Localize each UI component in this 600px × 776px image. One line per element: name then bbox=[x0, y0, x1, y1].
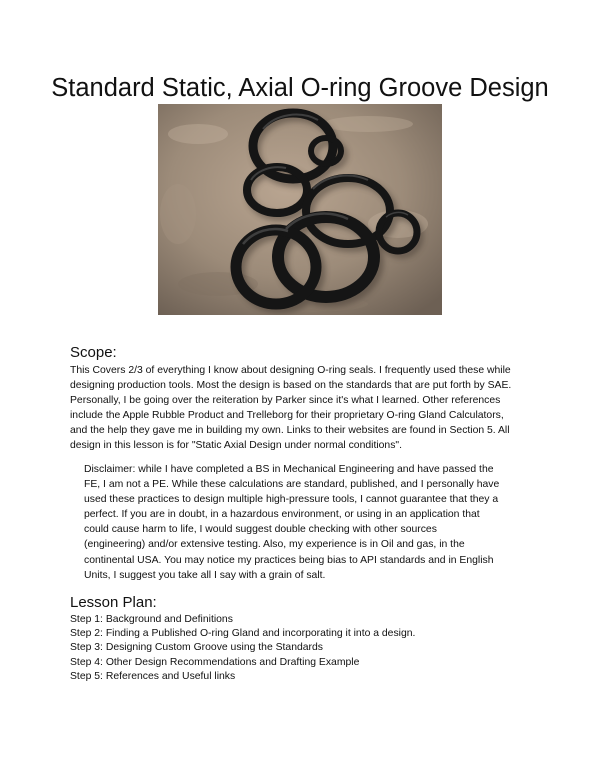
scope-paragraph bbox=[70, 363, 532, 454]
lesson-step: Step 1: Background and Definitions bbox=[70, 614, 233, 625]
disclaimer-line: perfect. If you are in doubt, in a hazardous environment, or using in an application that bbox=[84, 509, 480, 521]
lesson-plan-heading: Lesson Plan: bbox=[70, 594, 157, 611]
page-title: Standard Static, Axial O-ring Groove Design bbox=[51, 74, 549, 102]
disclaimer-line: Disclaimer: while I have completed a BS in Mechanical Engineering and have passed the bbox=[84, 464, 494, 475]
disclaimer-paragraph bbox=[84, 462, 524, 583]
scope-line: and the help they gave me in building my own. Links to their websites are found in Section 5. All bbox=[70, 425, 510, 437]
scope-line: Personally, I be going over the reiteration by Parker since it's what I learned. Other references bbox=[70, 395, 501, 407]
disclaimer-line: Units, I suggest you take all I say with a grain of salt. bbox=[84, 569, 326, 581]
scope-line: design in this lesson is for "Static Axial Design under normal conditions". bbox=[70, 440, 402, 452]
disclaimer-line: used these practices to design multiple high-pressure tools, I cannot guarantee that they a bbox=[84, 494, 499, 506]
scope-line: designing production tools. Most the design is based on the standards that are put forth by SAE. bbox=[70, 380, 512, 392]
lesson-step: Step 2: Finding a Published O-ring Gland and incorporating it into a design. bbox=[70, 628, 416, 640]
lesson-step: Step 5: References and Useful links bbox=[70, 670, 236, 682]
disclaimer-line: continental USA. You may notice my practices being bias to API standards and in English bbox=[84, 554, 494, 566]
lesson-plan-list bbox=[70, 613, 415, 684]
scope-heading: Scope: bbox=[70, 344, 117, 361]
lesson-step: Step 3: Designing Custom Groove using the Standards bbox=[70, 642, 323, 654]
lesson-step: Step 4: Other Design Recommendations and Drafting Example bbox=[70, 656, 360, 668]
disclaimer-line: (engineering) and/or extensive testing. Also, my experience is in Oil and gas, in the bbox=[84, 539, 465, 551]
scope-line: include the Apple Rubble Product and Trelleborg for their proprietary O-ring Gland Calculators, bbox=[70, 410, 504, 422]
scope-line: This Covers 2/3 of everything I know about designing O-ring seals. I frequently used these while bbox=[70, 365, 511, 376]
o-rings-photo bbox=[158, 104, 442, 315]
disclaimer-line: could cause harm to life, I would suggest double checking with other sources bbox=[84, 524, 437, 536]
disclaimer-line: FE, I am not a PE. While these calculations are standard, published, and I personally have bbox=[84, 479, 500, 491]
